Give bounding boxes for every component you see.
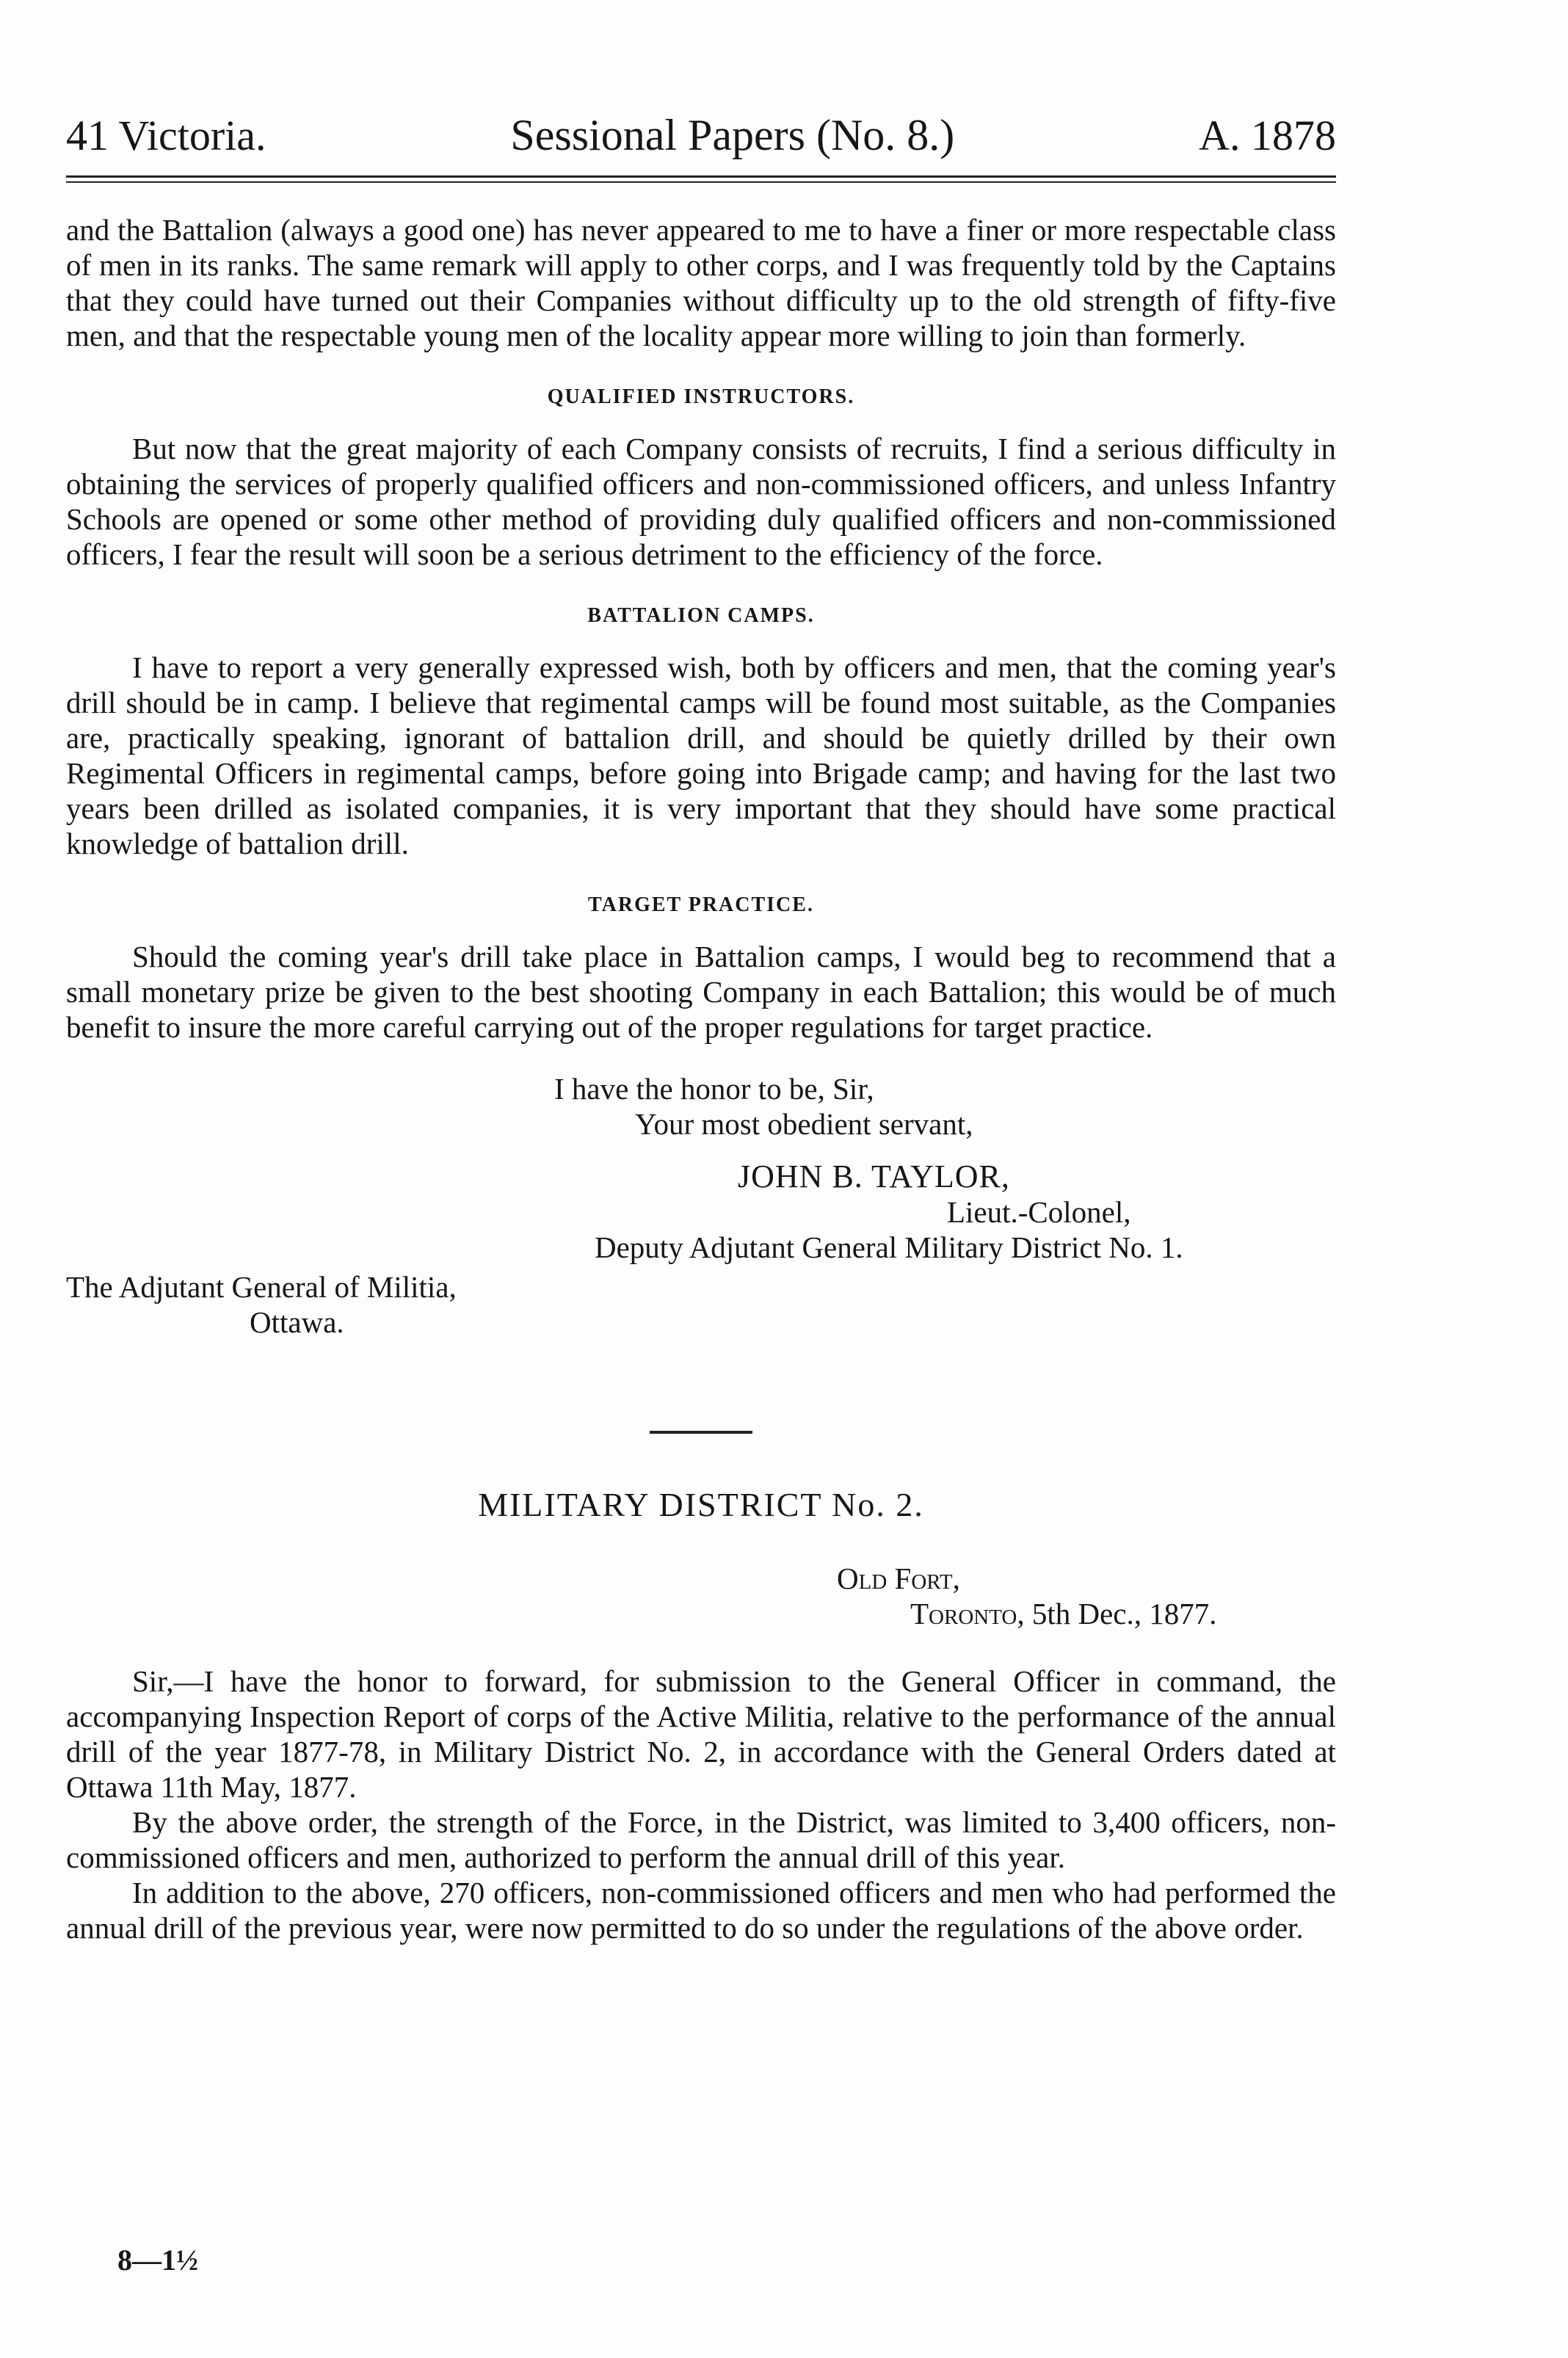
addressee-line-1: The Adjutant General of Militia, (66, 1270, 457, 1304)
header-volume: 41 Victoria. (66, 112, 266, 159)
header-series: Sessional Papers (No. 8.) (510, 111, 955, 159)
signature-title: Deputy Adjutant General Military District No. 1. (595, 1230, 1183, 1264)
dateline-date: 5th Dec., 1877. (1031, 1597, 1217, 1630)
signature-name: JOHN B. TAYLOR, (738, 1158, 1010, 1194)
district2-paragraph-1: Sir,—I have the honor to forward, for submission to the General Officer in command, the accompanying Inspection Report of corps of the Active Militia, relative to the performance of the annual drill of the year 1877-78, in Military District No. 2, in accordance with the General Orders dated at Ottawa 11th May, 1877. (66, 1664, 1336, 1804)
header-year: A. 1878 (1199, 112, 1336, 159)
signature-rank: Lieut.-Colonel, (947, 1195, 1131, 1229)
closing-honor: I have the honor to be, Sir, (554, 1072, 874, 1106)
district2-paragraph-3: In addition to the above, 270 officers, non-commissioned officers and men who had performed the annual drill of the previous year, were now permitted to do so under the regulations of the above order. (66, 1876, 1336, 1945)
dateline-place-1: Old Fort, (837, 1561, 960, 1595)
dateline (66, 1561, 1336, 1641)
target-practice-paragraph: Should the coming year's drill take place in Battalion camps, I would beg to recommend that a small monetary prize be given to the best shooting Company in each Battalion; this would be of much benefit to insure the more careful carrying out of the proper regulations for target practice. (66, 940, 1336, 1044)
heading-qualified-instructors: QUALIFIED INSTRUCTORS. (547, 385, 855, 408)
closing-servant: Your most obedient servant, (635, 1107, 973, 1141)
qualified-instructors-paragraph: But now that the great majority of each Company consists of recruits, I find a serious difficulty in obtaining the services of properly qualified officers and non-commissioned officers, and unless Infantry Schools are opened or some other method of providing duly qualified officers and non-commissioned officers, I fear the result will soon be a serious detriment to the efficiency of the force. (66, 432, 1336, 571)
document-page (66, 110, 1336, 1945)
letter-closing (66, 1071, 1336, 1387)
intro-paragraph: and the Battalion (always a good one) has never appeared to me to have a finer or more respectable class of men in its ranks. The same remark will apply to other corps, and I was frequently told by the Captains that they could have turned out their Companies without difficulty up to the old strength of fifty-five men, and that the respectable young men of the locality appear more willing to join than formerly. (66, 213, 1336, 352)
addressee-line-2: Ottawa. (250, 1305, 344, 1339)
district-title: MILITARY DISTRICT No. 2. (478, 1486, 924, 1523)
battalion-camps-paragraph: I have to report a very generally expressed wish, both by officers and men, that the coming year's drill should be in camp. I believe that regimental camps will be found most suitable, as the Companies are, practically speaking, ignorant of battalion drill, and should be quietly drilled by their own Regimental Officers in regimental camps, before going into Brigade camp; and having for the last two years been drilled as isolated companies, it is very important that they should have some practical knowledge of battalion drill. (66, 650, 1336, 860)
section-divider (650, 1431, 752, 1434)
heading-battalion-camps: BATTALION CAMPS. (587, 604, 815, 627)
signature-mark: 8—1½ (117, 2243, 198, 2277)
dateline-place-2-group (910, 1596, 1217, 1631)
district2-paragraph-2: By the above order, the strength of the Force, in the District, was limited to 3,400 officers, non-commissioned officers and men, authorized to perform the annual drill of this year. (66, 1805, 1336, 1874)
dateline-place-2: Toronto, (910, 1597, 1025, 1630)
header-rule (66, 175, 1336, 183)
page-header (66, 110, 1336, 171)
heading-target-practice: TARGET PRACTICE. (588, 893, 814, 916)
